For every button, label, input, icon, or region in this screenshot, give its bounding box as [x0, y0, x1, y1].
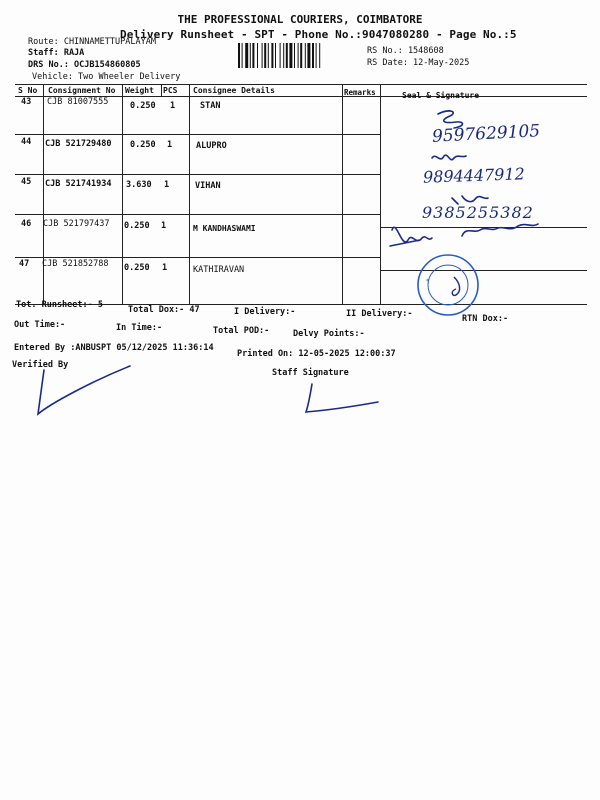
barcode-bar	[238, 43, 240, 68]
row-46-weight: 0.250	[124, 221, 150, 231]
row-44-sno: 44	[21, 137, 32, 147]
row-47-pcs: 1	[162, 263, 168, 273]
handwritten-phone-2: 9894447912	[422, 164, 526, 187]
ii-delivery: II Delivery:-	[346, 309, 413, 319]
barcode-bar	[257, 43, 258, 68]
verifier-signature	[30, 360, 150, 420]
in-time: In Time:-	[116, 323, 163, 333]
verified-by-label: Verified By	[12, 360, 69, 370]
row-46-sno: 46	[21, 219, 32, 229]
printed-on: Printed On: 12-05-2025 12:00:37	[237, 349, 396, 359]
row-46-pcs: 1	[161, 221, 167, 231]
barcode-bar	[283, 43, 284, 68]
barcode-bar	[275, 43, 276, 68]
row-44-consignee: ALUPRO	[196, 141, 227, 151]
barcode-bar	[312, 43, 314, 68]
i-delivery: I Delivery:-	[234, 307, 296, 317]
vehicle-label: Vehicle: Two Wheeler Delivery	[32, 72, 181, 82]
row-43-consignment: CJB 81007555	[47, 97, 109, 107]
barcode-bar	[298, 43, 299, 68]
rs-number: RS No.: 1548608	[367, 46, 444, 56]
svg-text:*: *	[426, 278, 429, 285]
row-44-pcs: 1	[167, 140, 173, 150]
barcode-bar	[280, 43, 281, 68]
row-44-consignment: CJB 521729480	[45, 139, 112, 149]
rtn-dox: RTN Dox:-	[462, 314, 509, 324]
barcode-bar	[271, 43, 273, 68]
barcode-bar	[307, 43, 310, 68]
courier-seal-stamp	[416, 253, 480, 317]
drs-number: DRS No.: OCJB154860805	[28, 60, 141, 70]
row-47-sno: 47	[19, 259, 30, 269]
row-43-consignee: STAN	[200, 101, 221, 111]
barcode-bar	[242, 43, 243, 68]
row-47-weight: 0.250	[124, 263, 150, 273]
barcode-bar	[286, 43, 288, 68]
handwritten-phone-3: 9385255382	[422, 203, 534, 222]
total-pod: Total POD:-	[213, 326, 270, 336]
row-47-consignment: CJB 521852788	[42, 259, 109, 269]
row-45-consignment: CJB 521741934	[45, 179, 112, 189]
company-title: THE PROFESSIONAL COURIERS, COIMBATORE	[177, 13, 423, 26]
rs-date: RS Date: 12-May-2025	[367, 58, 470, 68]
tot-runsheet: Tot. Runsheet:- 5	[16, 300, 103, 310]
barcode-bar	[262, 43, 263, 68]
col-header-pcs: PCS	[163, 86, 178, 95]
row-43-pcs: 1	[170, 101, 176, 111]
row-43-weight: 0.250	[130, 101, 156, 111]
barcode-bar	[300, 43, 302, 68]
barcode-bar	[319, 43, 320, 68]
barcode-bar	[250, 43, 251, 68]
route-label: Route: CHINNAMETTUPALAYAM	[28, 37, 156, 47]
staff-label: Staff: RAJA	[28, 48, 85, 58]
row-45-consignee: VIHAN	[195, 181, 221, 191]
col-header-sno: S No	[18, 86, 38, 95]
barcode-bar	[264, 43, 266, 68]
row-46-consignee: M KANDHASWAMI	[193, 224, 256, 233]
row-45-sno: 45	[21, 177, 32, 187]
recipient-signatures	[380, 100, 585, 270]
handwritten-phone-1: 9597629105	[431, 121, 541, 147]
barcode	[238, 43, 364, 68]
runsheet-subtitle: Delivery Runsheet - SPT - Phone No.:9047080280 - Page No.:5	[120, 28, 517, 41]
delvy-points: Delvy Points:-	[293, 329, 365, 339]
barcode-bar	[289, 43, 292, 68]
entered-by: Entered By :ANBUSPT 05/12/2025 11:36:14	[14, 343, 214, 353]
barcode-bar	[268, 43, 269, 68]
out-time: Out Time:-	[14, 320, 66, 330]
col-header-consignment: Consignment No	[48, 86, 116, 95]
total-dox: Total Dox:- 47	[128, 305, 200, 315]
row-46-consignment: CJB 521797437	[43, 219, 110, 229]
barcode-bar	[294, 43, 295, 68]
row-44-weight: 0.250	[130, 140, 156, 150]
row-45-pcs: 1	[164, 180, 170, 190]
row-47-consignee: KATHIRAVAN	[193, 265, 245, 275]
staff-signature-label: Staff Signature	[272, 368, 349, 378]
barcode-bar	[305, 43, 306, 68]
col-header-seal-signature: Seal & Signature	[402, 91, 480, 100]
row-45-weight: 3.630	[126, 180, 152, 190]
row-43-sno: 43	[21, 97, 32, 107]
col-header-weight: Weight	[125, 86, 154, 95]
col-header-remarks: Remarks	[344, 88, 376, 97]
barcode-bar	[316, 43, 317, 68]
barcode-bar	[252, 43, 254, 68]
col-header-consignee: Consignee Details	[193, 86, 275, 95]
barcode-bar	[245, 43, 248, 68]
staff-signature	[300, 380, 390, 420]
